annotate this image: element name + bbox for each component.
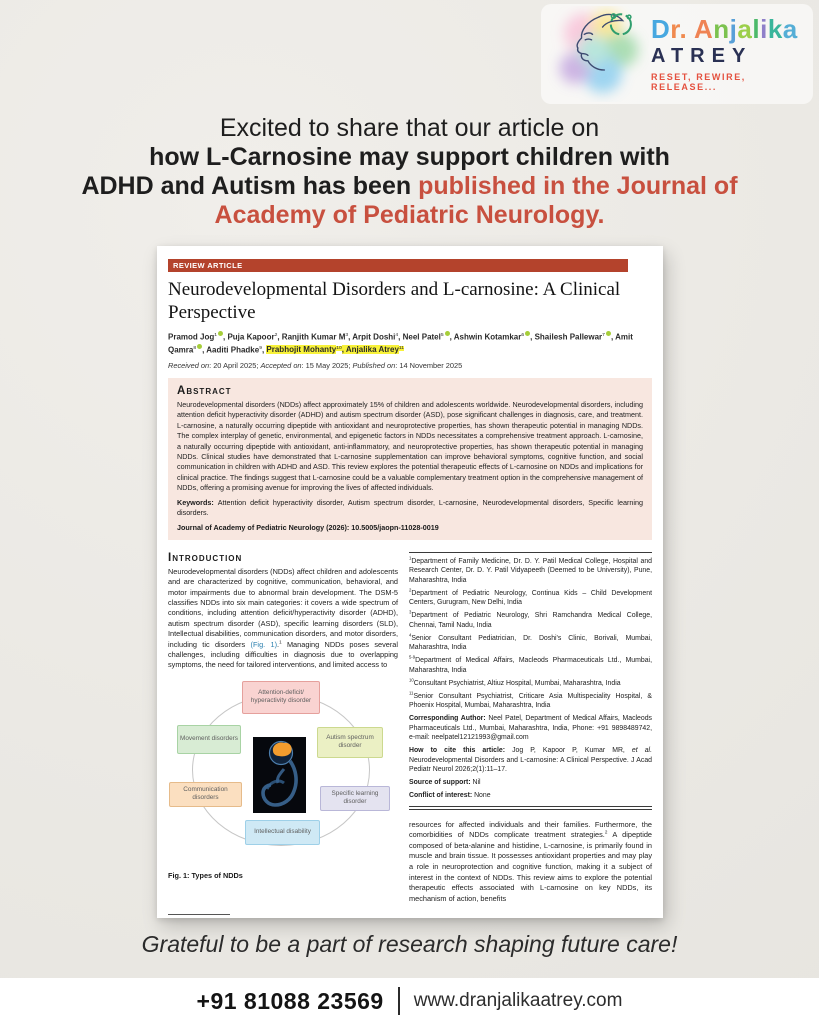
brand-logo xyxy=(541,4,813,104)
article-dates: Received on: 20 April 2025; Accepted on: 15 May 2025; Published on: 14 November 2025 xyxy=(168,360,463,370)
figure-node-top: Attention-deficit/ hyperactivity disorder xyxy=(242,681,320,714)
headline xyxy=(0,114,819,230)
figure-node-right-bottom: Specific learning disorder xyxy=(320,786,390,811)
article-footer xyxy=(168,914,652,918)
footer-separator xyxy=(398,987,400,1015)
headline-line2: how L-Carnosine may support children with xyxy=(149,143,670,171)
reference-paragraph: $^1$Department of Family Medicine, Dr. D. Y. Patil Medical College, Hospital and Research Center, Dr. D. Y. Patil Vidyapeeth (Deemed to be University), Pune, Maharashtra, India xyxy=(409,555,652,584)
introduction-continuation: resources for affected individuals and their families. Furthermore, the comorbidities of NDDs complicate treatment strategies.$^2$ A dipeptide composed of beta-alanine and histidine, L-carnosine, is primarily found in muscle and brain tissue. It possesses antioxidant properties and may play a role in neuroprotection and cognitive function, making it a subject of interest in the context of NDDs. This review aims to explore the potential therapeutic effects associated with L-carnosine on key NDDs, its mechanism of action, benefits xyxy=(409,819,652,903)
reference-paragraph: How to cite this article: Jog P, Kapoor P, Kumar MR, et al. Neurodevelopmental Disorders and L-carnosine: A Clinical Perspective. J Acad Pediatr Neurol 2026;2(1):11–17. xyxy=(409,747,652,774)
reference-paragraph: $^4$Senior Consultant Pediatrician, Dr. Doshi's Clinic, Borivali, Mumbai, Maharashtra, India xyxy=(409,632,652,652)
reference-paragraph: $^2$Department of Pediatric Neurology, Continua Kids – Child Development Centers, Gurugram, New Delhi, India xyxy=(409,587,652,607)
reference-paragraph: Corresponding Author: Neel Patel, Department of Medical Affairs, Macleods Pharmaceuticals Ltd., Mumbai, Maharashtra, India, Phone: +91 9898489742, e-mail: neelpatel12121993@gmail.com xyxy=(409,715,652,742)
figure-node-right-top: Autism spectrum disorder xyxy=(317,727,383,758)
right-column xyxy=(409,552,652,905)
figure-node-left-bottom: Communication disorders xyxy=(169,782,242,807)
footnote-rule xyxy=(168,914,230,915)
introduction-heading: INTRODUCTION xyxy=(168,551,243,564)
reference-paragraph: $^3$Department of Pediatric Neurology, Shri Ramchandra Medical College, Chennai, Tamil Nadu, India xyxy=(409,609,652,629)
headline-line3-red: published in the Journal of xyxy=(418,172,738,200)
headline-line1: Excited to share that our article on xyxy=(219,114,600,142)
journal-doi-line: Journal of Academy of Pediatric Neurology (2026): 10.5005/jaopn-11028-0019 xyxy=(177,522,439,532)
child-xray-brain-image xyxy=(253,737,306,813)
left-column xyxy=(168,552,398,905)
figure-node-bottom: Intellectual disability xyxy=(245,820,320,845)
brand-name: Dr. Anjalika xyxy=(651,14,798,44)
reference-paragraph: Conflict of interest: None xyxy=(409,792,491,800)
contact-footer xyxy=(0,978,819,1024)
keywords-line: Keywords: Attention deficit hyperactivity disorder, Autism spectrum disorder, L-carnosine, Neurodevelopmental disorders, Specific learning disorders. xyxy=(177,497,643,518)
introduction-body: Neurodevelopmental disorders (NDDs) affect children and adolescents and are characterized by cognitive, communication, behavioral, and motor impairments due to abnormal brain development. The DSM-5 classifies NDDs into six main categories: it covers a wide spectrum of conditions, including attention deficit/hyperactivity disorder (ADHD), autism spectrum disorder (ASD), specific learning disorders (SLD), Intellectual disabilities, communication disorders, and motor disorders, including tic disorders (Fig. 1).$^1$ Managing NDDs poses several challenges, including difficulties in diagnosis due to overlapping symptoms, the need for tailored interventions, and limited access to xyxy=(168,566,399,670)
article-title: Neurodevelopmental Disorders and L-carnosine: A Clinical Perspective xyxy=(168,279,621,324)
affiliations-block xyxy=(409,552,652,801)
phone-number[interactable]: +91 81088 23569 xyxy=(196,987,384,1014)
abstract-section xyxy=(168,378,652,540)
brand-surname: ATREY xyxy=(651,45,753,67)
abstract-body: Neurodevelopmental disorders (NDDs) affect approximately 15% of children and adolescents worldwide. Neurodevelopmental disorders, including attention deficit hyperactivity disorder (ADHD) and autism spectrum disorder (ASD), pose significant challenges in diagnosis, care, and treatment. L-carnosine, a naturally occurring dipeptide with antioxidant and neuroprotective properties, has shown therapeutic potential in managing NDDs. The complex interplay of genetic, environmental, and epigenetic factors in NDDs necessitates a comprehensive treatment approach. L-carnosine, a naturally occurring dipeptide with antioxidant, anti-inflammatory, and neuroprotective properties, has shown therapeutic potential in managing NDDs. Clinical studies have demonstrated that L-carnosine supplementation can improve behavioral symptoms, cognitive function, and social communication in children with ADHD and ASD. This review explores the potential therapeutic effects of L-carnosine on NDDs and implications for clinical practice. The findings suggest that L-carnosine could be a valuable complementary treatment option in the comprehensive management of NDDs, offering a promising avenue for improving the lives of affected individuals. xyxy=(177,399,643,493)
gratitude-line: Grateful to be a part of research shaping future care! xyxy=(141,931,678,957)
headline-line3 xyxy=(0,172,819,201)
figure-node-left-top: Movement disorders xyxy=(177,725,241,754)
figure-1-diagram xyxy=(168,681,394,865)
abstract-heading: ABSTRACT xyxy=(177,384,232,397)
reference-paragraph: $^{5-9}$Department of Medical Affairs, Macleods Pharmaceuticals Ltd., Mumbai, Maharashtra, India xyxy=(409,655,652,674)
figure-caption: Fig. 1: Types of NDDs xyxy=(168,870,243,880)
headline-line3-dark: ADHD and Autism has been xyxy=(81,172,419,200)
logo-text xyxy=(649,16,807,92)
watercolor-face-illustration xyxy=(547,6,649,102)
reference-paragraph: Source of support: Nil xyxy=(409,779,481,787)
headline-line4: Academy of Pediatric Neurology. xyxy=(214,201,605,229)
author-list: Pramod Jog$^1$ , Puja Kapoor$^2$, Ranjith Kumar $M^3$, Arpit Doshi$^4$, Neel Patel$^5$ , Ashwin Kotamkar$^6$ , Shailesh Pallewar$^7$ , Amit Qamra$^8$ , Aaditi Phadke$^9$, Prabhojit Mohanty$^{10}$, Anjalika Atrey$^{11}$ xyxy=(168,333,633,355)
section-divider xyxy=(409,806,652,810)
brand-tagline: RESET, REWIRE, RELEASE... xyxy=(651,72,746,92)
article-type-banner: REVIEW ARTICLE xyxy=(168,259,628,272)
website-link[interactable]: www.dranjalikaatrey.com xyxy=(413,990,623,1011)
journal-article-page xyxy=(157,246,663,918)
reference-paragraph: $^{10}$Consultant Psychiatrist, Altiuz Hospital, Mumbai, Maharashtra, India xyxy=(409,677,621,687)
reference-paragraph: $^{11}$Senior Consultant Psychiatrist, Criticare Asia Multispeciality Hospital, & Phoenix Hospital, Mumbai, Maharashtra, India xyxy=(409,690,652,710)
